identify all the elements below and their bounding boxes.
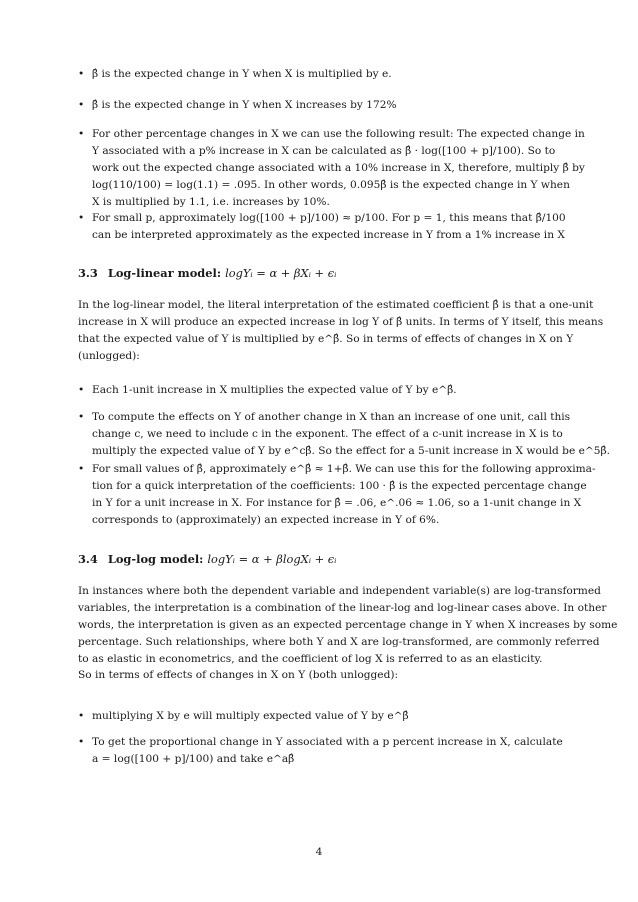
- bullet-text-7: [92, 461, 596, 529]
- bullet-text-6: [92, 409, 610, 460]
- text-line: Y associated with a p% increase in X can be calculated as β̂ · log([100 + p]/100). So to: [92, 145, 556, 157]
- bullet-text-5: [92, 382, 562, 399]
- paragraph-log-linear: [78, 297, 604, 365]
- bullet-marker: •: [78, 128, 85, 140]
- text-line: to as elastic in econometrics, and the coefficient of log X is referred to as an elasticity.: [78, 653, 543, 665]
- paragraph-log-log: [78, 583, 618, 668]
- page-number: 4: [315, 846, 323, 858]
- text-line: can be interpreted approximately as the expected increase in Y from a 1% increase in X: [92, 229, 565, 241]
- text-line: For small values of β̂, approximately e^β̂ ≈ 1+β̂. We can use this for the following approxima-: [92, 463, 596, 475]
- text-line: variables, the interpretation is a combination of the linear-log and log-linear cases above. In other: [78, 602, 607, 614]
- text-line: To compute the effects on Y of another change in X than an increase of one unit, call this: [92, 411, 571, 423]
- text-line: (unlogged):: [78, 350, 140, 362]
- text-line: In the log-linear model, the literal interpretation of the estimated coefficient β̂ is that a one-unit: [78, 299, 594, 311]
- text-line: log(110/100) = log(1.1) = .095. In other words, 0.095β̂ is the expected change in Y when: [92, 179, 570, 191]
- bullet-text-1: [92, 66, 562, 83]
- text-line: change c, we need to include c in the exponent. The effect of a c-unit increase in X is to: [92, 428, 563, 440]
- section-formula: logYᵢ = α + βXᵢ + ϵᵢ: [225, 266, 337, 280]
- bullet-marker: •: [78, 99, 85, 111]
- bullet-marker: •: [78, 463, 85, 475]
- text-line: Each 1-unit increase in X multiplies the expected value of Y by e^β̂.: [92, 384, 457, 396]
- text-line: work out the expected change associated with a 10% increase in X, therefore, multiply β̂ by: [92, 162, 585, 174]
- text-line: β̂ is the expected change in Y when X is multiplied by e.: [92, 68, 392, 80]
- text-line: tion for a quick interpretation of the coefficients: 100 · β̂ is the expected percentage change: [92, 480, 587, 492]
- section-title: Log-log model:: [107, 552, 204, 566]
- bullet-marker: •: [78, 384, 85, 396]
- text-line: percentage. Such relationships, where both Y and X are log-transformed, are commonly referred: [78, 636, 600, 648]
- bullet-text-3: [92, 126, 585, 211]
- bullet-marker: •: [78, 68, 85, 80]
- text-line: multiply the expected value of Y by e^cβ̂. So the effect for a 5-unit increase in X would be e^5β̂.: [92, 445, 610, 457]
- paragraph-unlogged-intro: [78, 667, 562, 684]
- text-line: increase in X will produce an expected increase in log Y of β̂ units. In terms of Y itself, this means: [78, 316, 604, 328]
- text-line: β̂ is the expected change in Y when X increases by 172%: [92, 99, 397, 111]
- text-line: corresponds to (approximately) an expected increase in Y of 6%.: [92, 514, 440, 526]
- bullet-marker: •: [78, 212, 85, 224]
- bullet-marker: •: [78, 736, 85, 748]
- bullet-marker: •: [78, 710, 85, 722]
- section-formula: logYᵢ = α + βlogXᵢ + ϵᵢ: [207, 552, 337, 566]
- text-line: that the expected value of Y is multiplied by e^β̂. So in terms of effects of changes in X on Y: [78, 333, 574, 345]
- text-line: For small p, approximately log([100 + p]/100) ≈ p/100. For p = 1, this means that β̂/100: [92, 212, 566, 224]
- bullet-text-9: [92, 734, 562, 768]
- text-line: words, the interpretation is given as an expected percentage change in Y when X increases by some: [78, 619, 618, 631]
- bullet-marker: •: [78, 411, 85, 423]
- section-number: 3.4: [78, 552, 98, 566]
- section-title: Log-linear model:: [107, 266, 222, 280]
- text-line: X is multiplied by 1.1, i.e. increases by 10%.: [92, 196, 330, 208]
- text-line: multiplying X by e will multiply expected value of Y by e^β̂: [92, 710, 409, 722]
- text-line: In instances where both the dependent variable and independent variable(s) are log-transformed: [78, 585, 601, 597]
- bullet-text-4: [92, 210, 566, 244]
- text-line: For other percentage changes in X we can use the following result: The expected change in: [92, 128, 585, 140]
- text-line: a = log([100 + p]/100) and take e^aβ̂: [92, 753, 295, 765]
- text-line: in Y for a unit increase in X. For instance for β̂ = .06, e^.06 ≈ 1.06, so a 1-unit change in X: [92, 497, 582, 509]
- text-line: So in terms of effects of changes in X on Y (both unlogged):: [78, 669, 399, 681]
- section-heading-3-3: [78, 264, 336, 282]
- bullet-text-2: [92, 97, 562, 114]
- section-heading-3-4: [78, 550, 336, 568]
- section-number: 3.3: [78, 266, 98, 280]
- bullet-text-8: [92, 708, 562, 725]
- text-line: To get the proportional change in Y associated with a p percent increase in X, calculate: [92, 736, 563, 748]
